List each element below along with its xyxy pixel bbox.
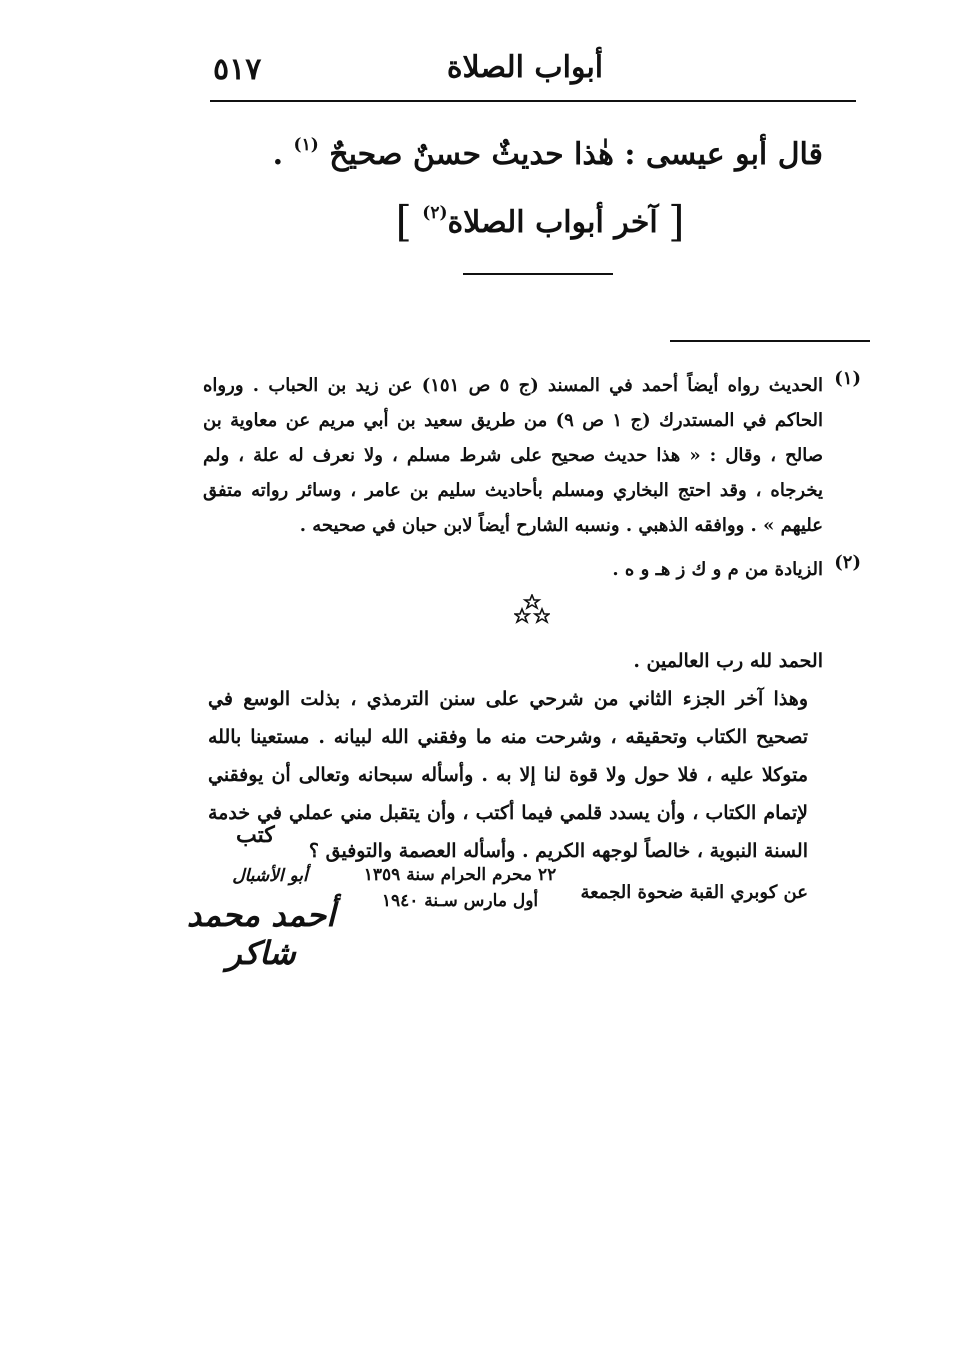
page-number: ٥١٧ (213, 52, 262, 87)
section-end-line (390, 193, 690, 246)
praise-line: الحمد لله رب العالمين . (633, 650, 823, 672)
open-bracket: [ (668, 197, 685, 246)
asterism-icon (514, 594, 550, 624)
author-kunya: أبو الأشبال (232, 866, 308, 886)
main-statement (263, 135, 823, 179)
footnote-rule (670, 340, 870, 342)
statement-end: . (272, 137, 284, 172)
signature-text: أحمد محمد شاكر (186, 896, 336, 972)
footnote-1-label: (١) (834, 368, 861, 389)
date-gregorian: أول مارس سـنة ١٩٤٠ (381, 891, 539, 911)
author-signature (186, 888, 336, 972)
section-divider (463, 273, 613, 275)
date-hijri: ٢٢ محرم الحرام سنة ١٣٥٩ (363, 865, 557, 885)
place-line: عن كوبري القبة ضحوة الجمعة (580, 882, 808, 903)
footnote-2-text: الزيادة من م و ك ز هـ و ه . (612, 559, 823, 580)
section-end-text: آخر أبواب الصلاة (447, 205, 658, 240)
close-bracket: ] (395, 197, 412, 246)
date-block (352, 862, 568, 914)
closing-paragraph: وهذا آخر الجزء الثاني من شرحي على سنن الترمذي ، بذلت الوسع في تصحيح الكتاب وتحقيقه ، وشرحت منه ما وفقني الله لبيانه . مستعينا بالله متوكلا عليه ، فلا حول ولا قوة لنا إلا به . وأسأله سبحانه وتعالى أن يوفقني لإتمام الكتاب ، وأن يسدد قلمي فيما أكتب ، وأن يتقبل مني عملي في خدمة السنة النبوية ، خالصاً لوجهه الكريم . وأسأله العصمة والتوفيق ؟ (208, 688, 808, 862)
footnote-ref-2: (٢) (422, 203, 448, 223)
running-title: أبواب الصلاة (446, 50, 604, 85)
footnote-2-label: (٢) (834, 552, 861, 573)
kataba-word: كتب (236, 822, 275, 848)
footnote-ref-1: (١) (293, 135, 319, 155)
header-rule (210, 100, 856, 102)
footnote-1-text: الحديث رواه أيضاً أحمد في المسند (ج ٥ ص ١٥١) عن زيد بن الحباب . ورواه الحاكم في المستدرك (ج ١ ص ٩) من طريق سعيد بن أبي مريم عن معاوية بن صالح ، وقال : « هذا حديث صحيح على شرط مسلم ، ولا نعرف له علة ، ولم يخرجاه ، وقد احتج البخاري ومسلم بأحاديث سليم بن عامر ، وسائر رواته متفق عليهم » . ووافقه الذهبي . ونسبه الشارح أيضاً لابن حبان في صحيحه . (203, 375, 823, 536)
statement-text: قال أبو عيسى : هٰذا حديثٌ حسنٌ صحيحٌ (329, 137, 823, 172)
